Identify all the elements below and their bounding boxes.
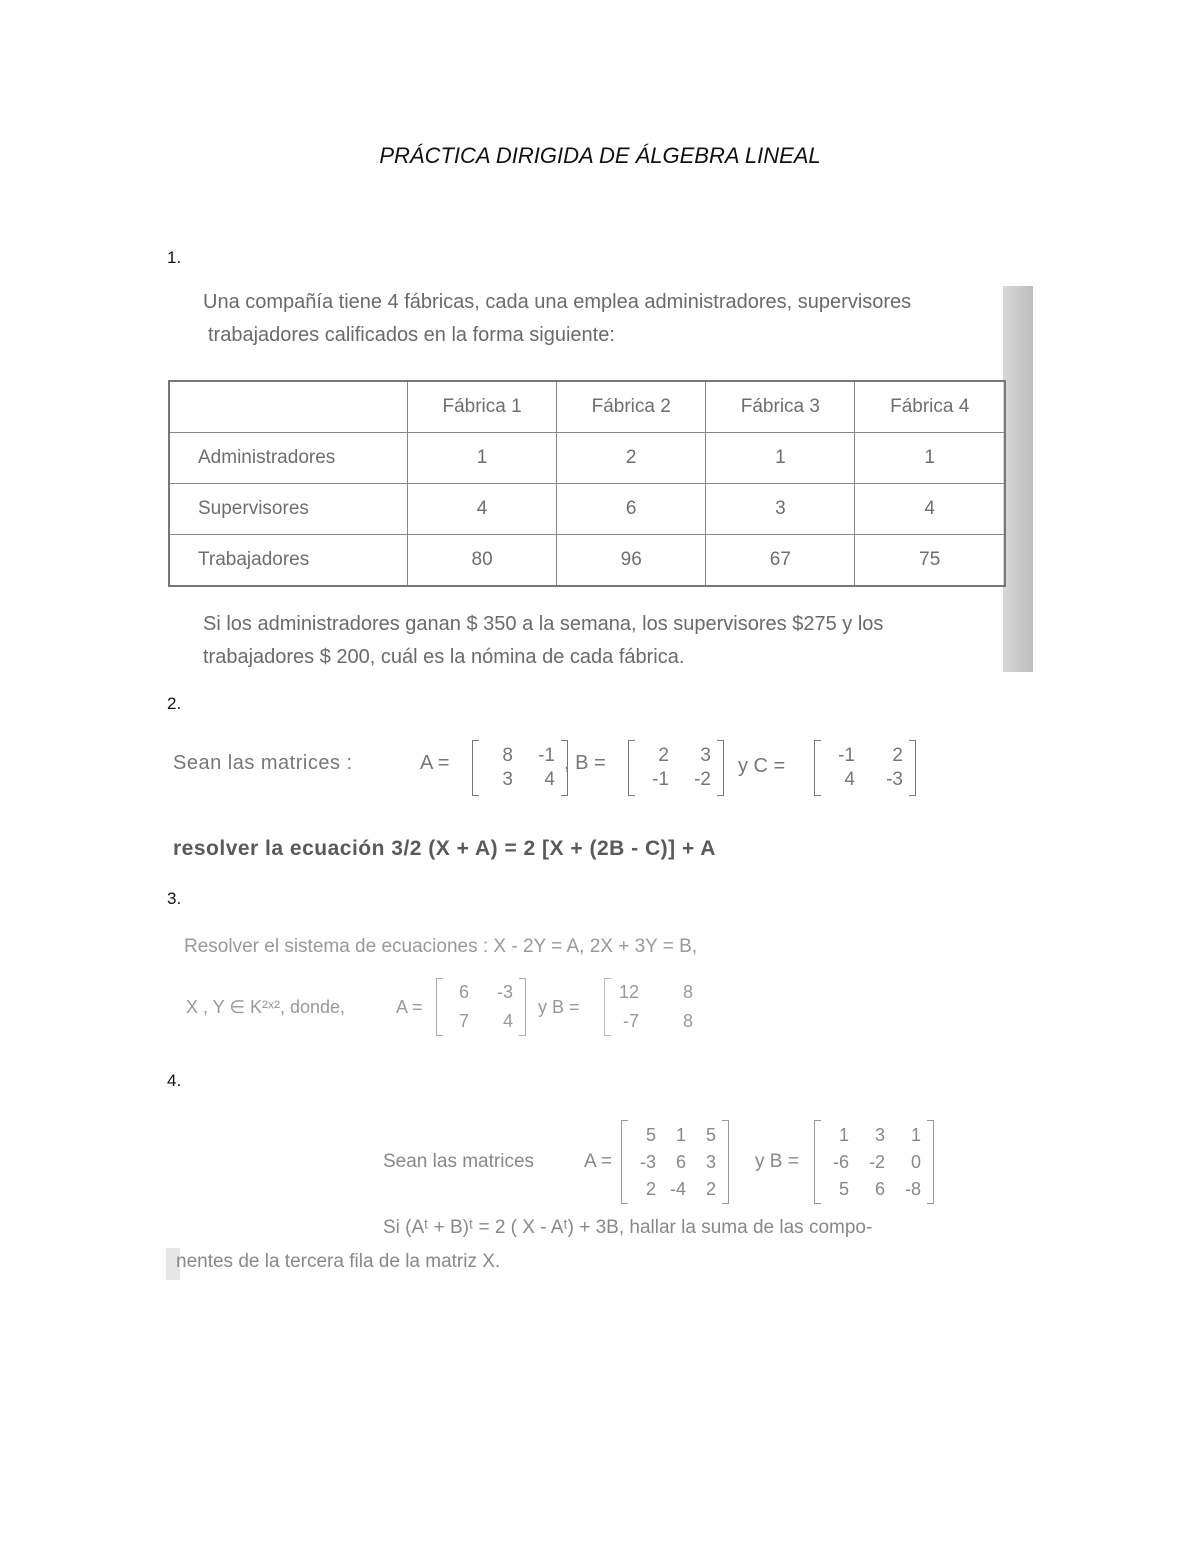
left-bracket <box>621 1120 628 1204</box>
page-title: PRÁCTICA DIRIGIDA DE ÁLGEBRA LINEAL <box>379 143 821 168</box>
table-row <box>169 484 1005 535</box>
problem-3-lead: X , Y ∈ K²ˣ², donde, <box>186 997 346 1017</box>
left-bracket <box>472 740 479 796</box>
matrix-entry: 1 <box>675 1124 686 1145</box>
matrix-entry: 6 <box>458 982 469 1002</box>
matrix-a-entries <box>628 1125 722 1200</box>
matrix-entry: 6 <box>874 1178 885 1199</box>
intro-line-1: Una compañía tiene 4 fábricas, cada una emplea administradores, supervisores <box>203 291 912 313</box>
table-cell: 1 <box>408 433 557 484</box>
matrix-a-label: A = <box>420 752 450 774</box>
table-header-cell: Fábrica 2 <box>557 381 706 433</box>
table-row <box>169 535 1005 587</box>
problem-2-equation: resolver la ecuación 3/2 (X + A) = 2 [X + (2B - C)] + A <box>173 837 716 860</box>
matrix-b-label: y B = <box>538 997 580 1017</box>
matrix-entry: -1 <box>652 769 669 790</box>
problem-2-lead: Sean las matrices : <box>173 752 353 774</box>
matrix-entry: 2 <box>658 745 669 766</box>
matrix-entry: 4 <box>544 769 555 790</box>
problem-4-lead: Sean las matrices <box>383 1151 535 1172</box>
problem-3-line-1: Resolver el sistema de ecuaciones : X - 2Y = A, 2X + 3Y = B, <box>184 936 698 957</box>
right-bracket <box>722 1120 729 1204</box>
left-bracket <box>436 978 443 1036</box>
table-cell: 6 <box>557 484 706 535</box>
table-cell: 4 <box>408 484 557 535</box>
right-bracket <box>717 740 724 796</box>
matrix-entry: 4 <box>502 1011 513 1031</box>
row-label: Supervisores <box>169 484 408 535</box>
matrix-entry: 5 <box>705 1124 716 1145</box>
left-bracket <box>604 978 611 1036</box>
matrix-entry: -7 <box>622 1011 639 1031</box>
problem-4-line-1: Si (Aᵗ + B)ᵗ = 2 ( X - Aᵗ) + 3B, hallar la suma de las compo- <box>383 1217 873 1238</box>
matrix-c-entries <box>821 745 909 791</box>
row-label: Trabajadores <box>169 535 408 587</box>
left-bracket <box>814 1120 821 1204</box>
table-cell: 1 <box>706 433 855 484</box>
matrix-entry: 8 <box>502 745 513 766</box>
matrix-entry: -6 <box>832 1151 849 1172</box>
matrix-b <box>814 1120 934 1204</box>
matrix-entry: 8 <box>682 982 693 1002</box>
matrix-b-entries <box>635 745 717 791</box>
matrix-entry: 0 <box>910 1151 921 1172</box>
matrix-a-label: A = <box>396 997 423 1017</box>
left-bracket <box>814 740 821 796</box>
matrix-b-entries <box>821 1125 927 1200</box>
table-corner-cell <box>169 381 408 433</box>
left-bracket <box>628 740 635 796</box>
problem-4-number: 4. <box>167 1071 182 1090</box>
matrix-a <box>436 978 526 1036</box>
matrix-entry: -1 <box>538 745 555 766</box>
problem-2-number: 2. <box>167 694 182 713</box>
table-cell: 2 <box>557 433 706 484</box>
matrix-entry: 12 <box>618 982 639 1002</box>
table-cell: 67 <box>706 535 855 587</box>
matrix-entry: 7 <box>458 1011 469 1031</box>
table-header-cell: Fábrica 3 <box>706 381 855 433</box>
table-header-cell: Fábrica 1 <box>408 381 557 433</box>
matrix-entry: -2 <box>868 1151 885 1172</box>
matrix-a-entries <box>443 982 519 1032</box>
matrix-entry: 5 <box>838 1178 849 1199</box>
matrix-entry: -2 <box>694 769 711 790</box>
problem-4-line-2: nentes de la tercera fila de la matriz X. <box>176 1251 501 1272</box>
right-bracket <box>519 978 526 1036</box>
right-bracket <box>927 1120 934 1204</box>
table-cell: 80 <box>408 535 557 587</box>
matrix-entry: 4 <box>844 769 855 790</box>
matrix-a <box>472 740 568 796</box>
matrix-entry: 2 <box>892 745 903 766</box>
matrix-entry: 1 <box>838 1124 849 1145</box>
table-row <box>169 433 1005 484</box>
matrix-c <box>814 740 916 796</box>
matrix-entry: 3 <box>700 745 711 766</box>
matrix-entry: -3 <box>639 1151 656 1172</box>
table-cell: 96 <box>557 535 706 587</box>
matrix-entry: 8 <box>682 1011 693 1031</box>
matrix-entry: 6 <box>675 1151 686 1172</box>
row-label: Administradores <box>169 433 408 484</box>
matrix-entry: 2 <box>645 1178 656 1199</box>
factory-table <box>168 380 1006 587</box>
problem-1-number: 1. <box>167 248 182 267</box>
right-bracket <box>909 740 916 796</box>
matrix-entry: 2 <box>705 1178 716 1199</box>
matrix-entry: 5 <box>645 1124 656 1145</box>
matrix-b <box>604 978 699 1036</box>
question-line-2: trabajadores $ 200, cuál es la nómina de cada fábrica. <box>203 646 685 668</box>
matrix-entry: -3 <box>886 769 903 790</box>
matrix-b-entries <box>611 982 699 1032</box>
matrix-b <box>628 740 724 796</box>
matrix-entry: -8 <box>904 1178 921 1199</box>
matrix-c-label: y C = <box>738 755 786 777</box>
problem-1-scan <box>165 286 1033 672</box>
matrix-a <box>621 1120 729 1204</box>
matrix-entry: -1 <box>838 745 855 766</box>
problem-1-question <box>203 608 883 674</box>
matrix-a-entries <box>479 745 561 791</box>
table-cell: 1 <box>855 433 1005 484</box>
matrix-b-label: , B = <box>564 752 606 774</box>
matrix-entry: 3 <box>874 1124 885 1145</box>
table-header-row <box>169 381 1005 433</box>
problem-3-number: 3. <box>167 889 182 908</box>
table-cell: 3 <box>706 484 855 535</box>
intro-line-2: trabajadores calificados en la forma siguiente: <box>208 324 615 346</box>
matrix-entry: 3 <box>705 1151 716 1172</box>
table-cell: 4 <box>855 484 1005 535</box>
scan-edge-shadow <box>1003 286 1033 672</box>
question-line-1: Si los administradores ganan $ 350 a la semana, los supervisores $275 y los <box>203 613 884 635</box>
matrix-a-label: A = <box>584 1151 612 1172</box>
table-header-cell: Fábrica 4 <box>855 381 1005 433</box>
matrix-entry: 1 <box>910 1124 921 1145</box>
problem-1-intro <box>203 286 911 352</box>
matrix-entry: -3 <box>496 982 513 1002</box>
matrix-b-label: y B = <box>755 1151 799 1172</box>
table-cell: 75 <box>855 535 1005 587</box>
matrix-entry: -4 <box>669 1178 686 1199</box>
matrix-entry: 3 <box>502 769 513 790</box>
